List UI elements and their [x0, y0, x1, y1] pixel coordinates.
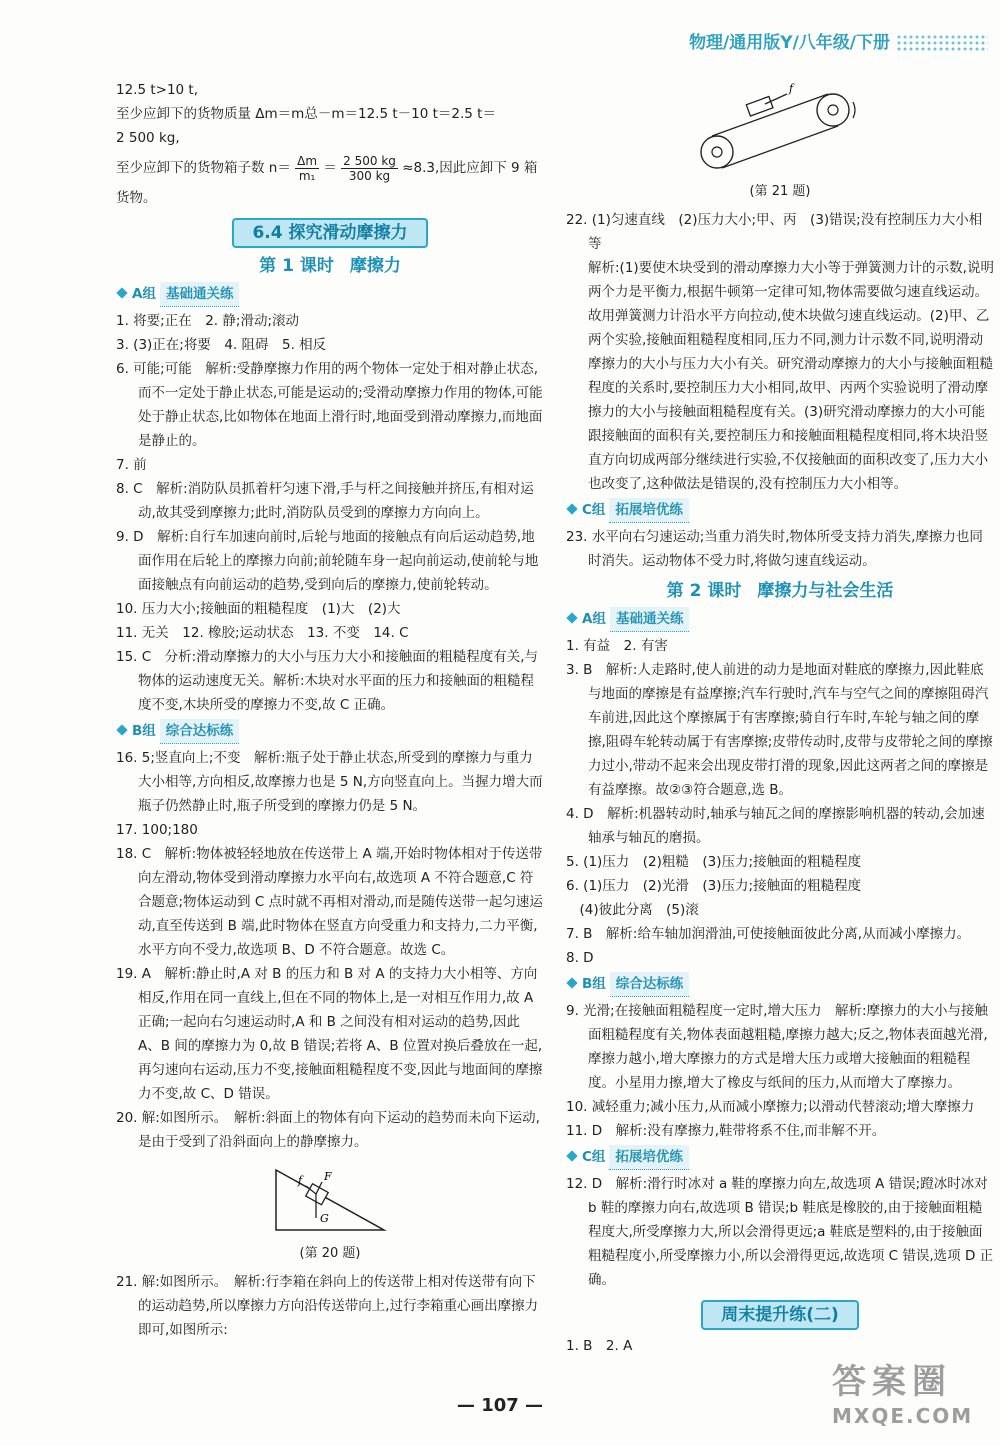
answer-item: 23. 水平向右匀速运动;当重力消失时,物体所受支持力消失,摩擦力也同时消失。运动物体不受力时,将做匀速直线运动。 — [566, 529, 983, 569]
intro-line: 12.5 t>10 t, — [116, 82, 199, 98]
answer-item: 1. 有益 2. 有害 — [566, 638, 668, 654]
lesson-title: 第 1 课时 摩擦力 — [259, 256, 401, 276]
answer-item: 6. 可能;可能 解析:受静摩擦力作用的两个物体一定处于相对静止状态,而不一定处于静止状态,可能是运动的;受滑动摩擦力作用的物体,可能处于静止状态,比如物体在地面上滑行时,地面受到滑动摩擦力,而地面是静止的。 — [116, 361, 543, 449]
answer-item: 3. (3)正在;将要 4. 阻碍 5. 相反 — [116, 337, 327, 353]
answer-item: 16. 5;竖直向上;不变 解析:瓶子处于静止状态,所受到的摩擦力与重力大小相等,方向相反,故摩擦力也是 5 N,方向竖直向上。当握力增大而瓶子仍然静止时,瓶子所受到的摩擦力仍是 5 N。 — [116, 750, 543, 814]
incline-diagram — [270, 1158, 390, 1234]
intro-line: 至少应卸下的货物质量 Δm＝m总－m＝12.5 t－10 t＝2.5 t＝ — [116, 106, 496, 122]
answer-item: 7. 前 — [116, 457, 147, 473]
svg-text:f: f — [298, 1174, 303, 1187]
svg-text:f: f — [789, 82, 794, 95]
answer-item: 18. C 解析:物体被轻轻地放在传送带上 A 端,开始时物体相对于传送带向左滑动,物体受到滑动摩擦力水平向右,故选项 A 不符合题意,C 符合题意;物体运动到 C 点时就不再相对滑动,而是随传送带一起匀速运动,直至传送到 B 端,此时物体在竖直方向受重力和支持力,二力平衡,水平方向不受力,故选项 B、D 不符合题意。故选 C。 — [116, 846, 543, 958]
answer-item: 3. B 解析:人走路时,使人前进的动力是地面对鞋底的摩擦力,因此鞋底与地面的摩擦是有益摩擦;汽车行驶时,汽车与空气之间的摩擦阻碍汽车前进,因此这个摩擦属于有害摩擦;骑自行车时,车轮与轴之间的摩擦,阻碍车轮转动属于有害摩擦;皮带传动时,皮带与皮带轮之间的摩擦力过小,带动不起来会出现皮带打滑的现象,因此这两者之间的摩擦是有益摩擦。故②③符合题意,选 B。 — [566, 662, 993, 798]
weekly-answers: 1. B 2. A — [566, 1338, 633, 1354]
answer-item: 8. C 解析:消防队员抓着杆匀速下滑,手与杆之间接触并挤压,有相对运动,故其受到摩擦力;此时,消防队员受到的摩擦力方向向上。 — [116, 481, 534, 521]
header-title: 物理/通用版Y/八年级/下册 — [689, 33, 890, 53]
group-b-heading: B组 综合达标练 — [566, 972, 994, 997]
figure-caption: (第 21 题) — [749, 184, 811, 199]
diamond-icon — [566, 1150, 577, 1161]
diamond-icon — [116, 287, 127, 298]
box-count-line: 至少应卸下的货物箱子数 n＝ $\frac{\Delta m}{\text{m₁}}$ ＝ $\frac{2 500 kg}{300 kg} \approx 8.3$,因此应卸下 9 箱 — [116, 153, 538, 183]
group-c-heading: C组 拓展培优练 — [566, 498, 994, 523]
answer-item: 10. 减轻重力;减小压力,从而减小摩擦力;以滑动代替滚动;增大摩擦力 — [566, 1099, 975, 1115]
figure-21 — [566, 80, 994, 204]
answer-item: 17. 100;180 — [116, 822, 198, 838]
watermark-logo: 答案圈 MXQE.COM — [832, 1362, 974, 1428]
answer-item: 22. (1)匀速直线 (2)压力大小;甲、丙 (3)错误;没有控制压力大小相等 — [566, 212, 983, 252]
answer-item: 8. D — [566, 950, 594, 966]
answer-item: 1. 将要;正在 2. 静;滑动;滚动 — [116, 313, 299, 329]
answer-item: 5. (1)压力 (2)粗糙 (3)压力;接触面的粗糙程度 — [566, 854, 862, 870]
answer-analysis: 解析:(1)要使木块受到的滑动摩擦力大小等于弹簧测力计的示数,说明两个力是平衡力,根据牛顿第一定律可知,物体需要做匀速直线运动。故用弹簧测力计沿水平方向拉动,使木块做匀速直线运动。(2)甲、乙两个实验,接触面粗糙程度相同,压力不同,测力计示数不同,说明滑动摩擦力的大小与压力大小有关。研究滑动摩擦力的大小与接触面粗糙程度的关系时,要控制压力大小相同,故甲、丙两个实验说明了滑动摩擦力的大小与接触面粗糙程度有关。(3)研究滑动摩擦力的大小可能跟接触面的面积有关,要控制压力和接触面粗糙程度相同,将木块沿竖直方向切成两部分继续进行实验,不仅接触面的面积改变了,压力大小也改变了,这种做法是错误的,没有控制压力大小相等。 — [588, 260, 994, 492]
answer-item: 12. D 解析:滑行时冰对 a 鞋的摩擦力向左,故选项 A 错误;蹬冰时冰对 b 鞋的摩擦力向右,故选项 B 错误;b 鞋底是橡胶的,由于接触面粗糙程度大,所受摩擦力大,所以会滑得更远;a 鞋底是塑料的,由于接触面粗糙程度小,所受摩擦力小,所以会滑得更远,故选项 C 错误,选项 D 正确。 — [566, 1176, 994, 1288]
diamond-icon — [566, 977, 577, 988]
answer-item: 15. C 分析:滑动摩擦力的大小与压力大小和接触面的粗糙程度有关,与物体的运动速度无关。解析:木块对水平面的压力和接触面的粗糙程度不变,木块所受的摩擦力不变,故 C 正确。 — [116, 649, 539, 713]
answer-item: 6. (1)压力 (2)光滑 (3)压力;接触面的粗糙程度 — [566, 878, 862, 894]
answer-item: 11. D 解析:没有摩擦力,鞋带将系不住,而非解不开。 — [566, 1123, 886, 1139]
answer-item: 9. D 解析:自行车加速向前时,后轮与地面的接触点有向后运动趋势,地面作用在后轮上的摩擦力向前;前轮随车身一起向前运动,使前轮与地面接触点有向前运动的趋势,受到向后的摩擦力,使前轮转动。 — [116, 529, 539, 593]
box-count-line-end: 货物。 — [116, 190, 157, 206]
answer-item: 7. B 解析:给车轴加润滑油,可使接触面彼此分离,从而减小摩擦力。 — [566, 926, 971, 942]
diamond-icon — [566, 503, 577, 514]
figure-caption: (第 20 题) — [299, 1246, 361, 1261]
group-a-heading: A组 基础通关练 — [566, 607, 994, 632]
answer-item: 9. 光滑;在接触面粗糙程度一定时,增大压力 解析:摩擦力的大小与接触面粗糙程度有关,物体表面越粗糙,摩擦力越大;反之,物体表面越光滑,摩擦力越小,增大摩擦力的方式是增大压力或增大接触面的粗糙程度。小星用力擦,增大了橡皮与纸间的压力,从而增大了摩擦力。 — [566, 1003, 989, 1091]
figure-20 — [116, 1158, 544, 1266]
svg-text:G: G — [320, 1212, 329, 1225]
left-column — [116, 78, 544, 1342]
fraction: $\frac{\Delta m}{\text{m₁}}$ — [297, 153, 318, 183]
weekly-banner: 周末提升练(二) — [566, 1300, 994, 1330]
conveyor-diagram — [695, 80, 865, 172]
answer-item: 11. 无关 12. 橡胶;运动状态 13. 不变 14. C — [116, 625, 409, 641]
answer-item: 10. 压力大小;接触面的粗糙程度 (1)大 (2)大 — [116, 601, 401, 617]
answer-item: 19. A 解析:静止时,A 对 B 的压力和 B 对 A 的支持力大小相等、方向相反,作用在同一直线上,但在不同的物体上,是一对相互作用力,故 A 正确;一起向右匀速运动时,A 和 B 之间没有相对运动的趋势,因此 A、B 间的摩擦力为 0,故 B 错误;若将 A、B 位置对换后叠放在一起,再匀速向右运动,压力不变,接触面粗糙程度不变,因此与地面间的摩擦力不变,故 C、D 错误。 — [116, 966, 543, 1102]
group-a-heading: A组 基础通关练 — [116, 282, 544, 307]
group-c-heading: C组 拓展培优练 — [566, 1145, 994, 1170]
answer-item: 20. 解:如图所示。 解析:斜面上的物体有向下运动的趋势而未向下运动,是由于受到了沿斜面向上的静摩擦力。 — [116, 1110, 540, 1150]
diamond-icon — [566, 612, 577, 623]
lesson-title: 第 2 课时 摩擦力与社会生活 — [666, 581, 894, 601]
section-banner: 6.4 探究滑动摩擦力 — [116, 218, 544, 248]
answer-item: (4)彼此分离 (5)滚 — [566, 902, 699, 918]
answer-item: 21. 解:如图所示。 解析:行李箱在斜向上的传送带上相对传送带有向下的运动趋势,所以摩擦力方向沿传送带向上,过行李箱重心画出摩擦力即可,如图所示: — [116, 1274, 539, 1338]
header-dots — [896, 34, 988, 52]
page-number: — 107 — — [456, 1395, 544, 1416]
right-column — [566, 78, 994, 1358]
fraction: $\frac{2 500 kg}{300 kg}$ — [343, 153, 396, 183]
intro-line: 2 500 kg, — [116, 130, 180, 146]
answer-item: 4. D 解析:机器转动时,轴承与轴瓦之间的摩擦影响机器的转动,会加速轴承与轴瓦的磨损。 — [566, 806, 985, 846]
svg-text:F: F — [324, 1170, 332, 1183]
group-b-heading: B组 综合达标练 — [116, 719, 544, 744]
diamond-icon — [116, 724, 127, 735]
